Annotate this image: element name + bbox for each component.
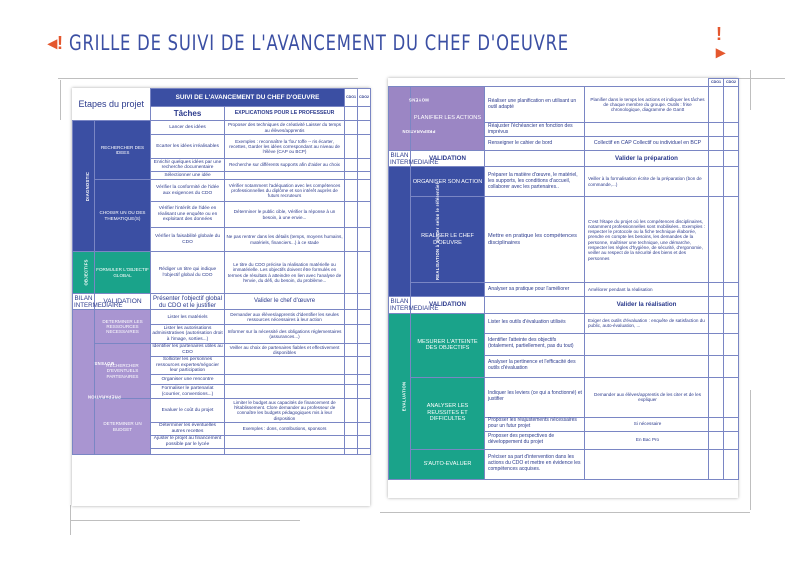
explication-cell: [225, 172, 345, 180]
explication-cell: [585, 333, 709, 355]
task-cell: Ecarter les idées irréalisables: [151, 135, 225, 159]
check-cell[interactable]: [358, 448, 371, 454]
check-cell[interactable]: [724, 151, 739, 167]
task-cell: Analyser la pertinence et l'efficacité des outils d'évaluation: [485, 355, 585, 377]
explication-cell: Exemples : dons, contributions, sponsors: [225, 422, 345, 435]
check-cell[interactable]: [358, 202, 371, 228]
check-cell[interactable]: [358, 294, 371, 310]
task-cell: Analyser sa pratique pour l'améliorer: [485, 283, 585, 297]
explication-cell: Veiller à la formalisation écrite de la préparation (bon de commande,...): [585, 167, 709, 197]
task-cell: Réaliser une planification en utilisant un outil adapté: [485, 87, 585, 123]
taches-header: Tâches: [151, 107, 225, 121]
task-cell: Rédiger un titre qui indique l'objectif global du CDO: [151, 252, 225, 294]
left-page: [72, 88, 370, 506]
task-cell: Vérifier l'intérêt de l'idée en réalisant une enquête ou en exploitant des données: [151, 202, 225, 228]
check-cell[interactable]: [345, 385, 358, 399]
decorative-line: [58, 78, 358, 79]
check-cell[interactable]: [345, 294, 358, 310]
check-cell[interactable]: [724, 417, 739, 431]
check-cell[interactable]: [345, 202, 358, 228]
check-cell[interactable]: [345, 121, 358, 135]
check-cell[interactable]: [724, 87, 739, 123]
section-determiner-budget: DETERMINER UN BUDGET: [95, 399, 151, 454]
check-cell[interactable]: [345, 228, 358, 252]
decorative-line: [380, 512, 750, 513]
section-determiner-ressources: DETERMINER LES RESSOURCES NECESSAIRES: [95, 310, 151, 344]
check-cell[interactable]: [709, 87, 724, 123]
valider-preparation: Valider la préparation: [585, 151, 709, 167]
check-cell[interactable]: [345, 172, 358, 180]
decorative-line: [750, 70, 751, 110]
explication-cell: Ne pas rentrer dans les détails (temps, moyens humains, matériels, financiers...) à ce stade: [225, 228, 345, 252]
task-cell: Lister les matériels: [151, 310, 225, 325]
section-realiser-empty: [411, 283, 485, 297]
section-formuler-objectif: FORMULER L'OBJECTIF GLOBAL: [95, 252, 151, 294]
explication-cell: [585, 449, 709, 479]
check-cell[interactable]: [345, 310, 358, 325]
task-cell: Identifier les partenaires utiles au CDO: [152, 344, 223, 355]
check-cell[interactable]: [709, 151, 724, 167]
check-cell[interactable]: [724, 123, 739, 137]
check-cell[interactable]: [709, 167, 724, 197]
section-planifier-actions: PLANIFIER LES ACTIONS: [411, 87, 485, 151]
header-spacer: [389, 79, 709, 87]
validation-label: VALIDATION: [95, 294, 151, 310]
explication-cell: En Bac Pro: [585, 431, 709, 449]
check-cell[interactable]: [709, 137, 724, 151]
check-cell[interactable]: [724, 431, 739, 449]
section-rechercher-partenaires: RECHERCHER D'EVENTUELS PARTENAIRES: [95, 343, 151, 399]
suivi-header: SUIVI DE L'AVANCEMENT DU CHEF D'OEUVRE: [151, 89, 345, 107]
decorative-line: [70, 520, 300, 521]
task-cell: Organiser une rencontre: [151, 375, 225, 385]
check-cell[interactable]: [358, 422, 371, 435]
section-auto-evaluer: S'AUTO-EVALUER: [411, 449, 485, 479]
task-cell: Préciser sa part d'intervention dans les actions du CDO et mettre en évidence les compétences acquises.: [485, 449, 585, 479]
check-cell[interactable]: [709, 313, 724, 333]
section-rechercher-idees: RECHERCHER DES IDEES: [95, 121, 151, 180]
check-cell[interactable]: [345, 356, 358, 375]
check-cell[interactable]: [345, 422, 358, 435]
task-cell: Préparer la matière d'œuvre, le matériel, les supports, les conditions d'accueil, collaborer avec les partenaires..: [485, 167, 585, 197]
check-cell[interactable]: [345, 375, 358, 385]
explication-cell: [225, 356, 345, 375]
check-cell[interactable]: [345, 343, 358, 356]
task-cell: Mettre en pratique les compétences disciplinaires: [485, 197, 585, 283]
task-cell: Formaliser le partenariat (courrier, conventions...): [151, 385, 225, 399]
task-cell: Indiquer les leviers (ce qui a fonctionné) et justifier: [485, 377, 585, 417]
explication-cell: Recherche sur différents supports afin d'aider au choix: [225, 159, 345, 172]
bilan-intermediaire: BILAN INTERMEDIAIRE: [74, 294, 123, 309]
check-cell[interactable]: [358, 159, 371, 172]
flag-icon: ◂!: [48, 33, 64, 53]
check-cell[interactable]: [358, 180, 371, 202]
check-cell[interactable]: [724, 197, 739, 283]
explication-cell: Exiger des outils d'évaluation : enquête de satisfaction du public, auto-évaluation, ...: [585, 313, 709, 333]
explication-cell: Demander aux élèves/apprentis d'identifier les seules ressources nécessaires à leur action: [225, 310, 345, 325]
filler-cell: [225, 448, 345, 454]
task-cell: Proposer des perspectives de développement du projet: [485, 431, 585, 449]
task-cell: Déterminer les éventuelles autres recettes: [151, 422, 225, 435]
phase-evaluation: EVALUATION: [389, 313, 411, 479]
explication-cell: Améliorer pendant la réalisation: [585, 283, 709, 297]
filler-cell: [151, 448, 225, 454]
task-cell: Lister les outils d'évaluation utilisés: [485, 313, 585, 333]
task-cell: Solliciter les personnes ressources expertes/négocier leur participation: [151, 356, 225, 375]
check-cell[interactable]: [358, 356, 371, 375]
check-cell[interactable]: [358, 228, 371, 252]
phase-diagnostic: DIAGNOSTIC: [73, 121, 95, 252]
check-cell[interactable]: [724, 377, 739, 417]
explication-cell: Collectif en CAP Collectif ou individuel en BCP: [585, 137, 709, 151]
empty-cell: [485, 297, 585, 313]
explication-cell: Veiller au choix de partenaires fiables et effectivement disponibles: [225, 343, 345, 356]
check-cell[interactable]: [358, 399, 371, 422]
explications-header: EXPLICATIONS POUR LE PROFESSEUR: [225, 107, 345, 121]
check-cell[interactable]: [724, 313, 739, 333]
left-table: [72, 88, 371, 455]
etapes-header: Etapes du projet: [78, 99, 145, 110]
check-cell[interactable]: [724, 297, 739, 313]
check-cell[interactable]: [358, 375, 371, 385]
check-cell[interactable]: [724, 167, 739, 197]
check-cell[interactable]: [345, 399, 358, 422]
explication-cell: [585, 123, 709, 137]
check-cell[interactable]: [345, 448, 358, 454]
check-cell[interactable]: [358, 121, 371, 135]
cdo2-header: CDO2: [358, 89, 371, 107]
validation-label: VALIDATION: [411, 297, 485, 313]
check-cell[interactable]: [345, 180, 358, 202]
task-cell: Proposer les réajustements nécessaires pour un futur projet: [485, 417, 585, 431]
check-cell[interactable]: [358, 135, 371, 159]
explication-cell: C'est l'étape du projet où les compétences disciplinaires, notamment professionnelles sont mobilisées.. Exemples : respecter le protocole ou la fiche technique élaborée, prendre en compte les besoins, les demandes de la personne, maîtriser une technique, une démarche, respecter les règles d'hygiène, de sécurité, d'ergonomie, veiller au respect de la sécurité des biens et des personnes: [585, 197, 709, 283]
task-cell: Vérifier la conformité de l'idée aux exigences du CDO: [151, 180, 225, 202]
cdo1-header: CDO1: [709, 79, 724, 87]
phase-preparation: PREPARATION MOYENS: [389, 87, 411, 151]
check-cell[interactable]: [358, 107, 371, 121]
check-cell[interactable]: [709, 431, 724, 449]
check-cell[interactable]: [358, 252, 371, 294]
task-cell: Renseigner le cahier de bord: [485, 137, 585, 151]
flag-icon: !▸: [715, 24, 725, 62]
check-cell[interactable]: [345, 159, 358, 172]
explication-cell: Déterminer le public cible, Vérifier la réponse à un besoin, à une envie...: [225, 202, 345, 228]
task-cell: Ajuster le projet au financement possible par le lycée: [151, 435, 225, 448]
explication-cell: Vérifier notamment l'adéquation avec les compétences professionnelles du diplôme et son intérêt auprès de futurs recruteurs: [225, 180, 345, 202]
section-organiser-action: ORGANISER SON ACTION: [411, 167, 485, 197]
section-analyser-reussites: ANALYSER LES REUSSITES ET DIFFICULTES: [411, 377, 485, 449]
explication-cell: Planifier dans le temps les actions et indiquer les tâches de chaque membre du groupe. Outils : frise chronologique, diagramme de Gantt: [585, 87, 709, 123]
check-cell[interactable]: [358, 343, 371, 356]
check-cell[interactable]: [345, 107, 358, 121]
task-cell: Réajuster l'échéancier en fonction des imprévus: [485, 123, 585, 137]
check-cell[interactable]: [709, 377, 724, 417]
check-cell[interactable]: [709, 197, 724, 283]
right-table: [388, 78, 739, 480]
check-cell[interactable]: [724, 449, 739, 479]
check-cell[interactable]: [724, 333, 739, 355]
bilan-intermediaire: BILAN INTERMEDIAIRE: [390, 151, 439, 166]
cdo1-header: CDO1: [345, 89, 358, 107]
phase-objectifs: OBJECTIFS: [73, 252, 95, 294]
explication-cell: [225, 375, 345, 385]
valider-realisation: Valider la réalisation: [585, 297, 709, 313]
check-cell[interactable]: [709, 449, 724, 479]
task-cell: Enrichir quelques idées par une recherche documentaire: [151, 159, 225, 172]
decorative-line: [60, 80, 61, 120]
validation-label: VALIDATION: [411, 151, 485, 167]
check-cell[interactable]: [709, 333, 724, 355]
section-realiser-chef-oeuvre: REALISER LE CHEF D'OEUVRE: [411, 197, 485, 283]
task-cell: Evaluer le coût du projet: [151, 399, 225, 422]
task-cell: Sélectionner une idée: [151, 172, 225, 180]
task-cell: Vérifier la faisabilité globale du CDO: [151, 228, 225, 252]
phase-preparation: PREPARATION MOYENS: [73, 310, 95, 454]
bilan-intermediaire: BILAN INTERMEDIAIRE: [390, 297, 439, 312]
check-cell[interactable]: [709, 355, 724, 377]
decorative-line: [750, 390, 751, 510]
section-choisir-thematique: CHOISIR UN OU DES THEMATIQUE(S): [95, 180, 151, 252]
explication-cell: Exemples : reconnaître la 'fou' toffe -- ris écarter, recettes, Garder les idées correspondant au niveau de l'élève (CAP ou BCP): [225, 135, 345, 159]
check-cell[interactable]: [358, 310, 371, 325]
check-cell[interactable]: [709, 283, 724, 297]
check-cell[interactable]: [709, 417, 724, 431]
cdo2-header: CDO2: [724, 79, 739, 87]
page-title-text: GRILLE DE SUIVI DE L'AVANCEMENT DU CHEF D'OEUVRE: [69, 31, 569, 55]
explication-cell: Le titre du CDO précise la réalisation matérielle ou immatérielle. Les objectifs doivent être formulés en termes de résultats à atteindre en lien avec l'analyse de l'envie, du défi, du besoin, du problème...: [225, 252, 345, 294]
valider-chef-oeuvre: Valider le chef d'œuvre: [225, 294, 345, 310]
explication-cell: Informer sur la nécessité des obligations réglementaires (assurances...): [225, 325, 345, 344]
check-cell[interactable]: [724, 283, 739, 297]
check-cell[interactable]: [724, 137, 739, 151]
check-cell[interactable]: [345, 135, 358, 159]
check-cell[interactable]: [709, 123, 724, 137]
check-cell[interactable]: [724, 355, 739, 377]
explication-cell: Si nécessaire: [585, 417, 709, 431]
task-cell: Identifier l'atteinte des objectifs (totalement, partiellement, pas du tout): [485, 333, 585, 355]
check-cell[interactable]: [358, 172, 371, 180]
empty-cell: [485, 151, 585, 167]
task-cell: Présenter l'objectif global du CDO et le justifier: [151, 294, 225, 310]
check-cell[interactable]: [358, 325, 371, 344]
check-cell[interactable]: [345, 325, 358, 344]
phase-realisation: REALISATION à ajuster selon le référentiel: [389, 167, 411, 297]
section-mesurer-objectifs: MESURER L'ATTEINTE DES OBJECTIFS: [411, 313, 485, 377]
explication-cell: [585, 355, 709, 377]
explication-cell: Limiter le budget aux capacités de financement de l'établissement. Clore demander au professeur de connaître les budgets pédagogiques mis à leur disposition: [225, 399, 345, 422]
explication-cell: [225, 435, 345, 448]
task-cell: Lancer des idées: [151, 121, 225, 135]
check-cell[interactable]: [358, 435, 371, 448]
explication-cell: Demander aux élèves/apprentis de les citer et de les expliquer: [585, 377, 709, 417]
check-cell[interactable]: [709, 297, 724, 313]
explication-cell: [225, 385, 345, 399]
check-cell[interactable]: [345, 435, 358, 448]
explication-cell: Proposer des techniques de créativité Laisser du temps au élèves/apprentis: [225, 121, 345, 135]
check-cell[interactable]: [358, 385, 371, 399]
page-title: [48, 24, 725, 62]
check-cell[interactable]: [345, 252, 358, 294]
right-page: [388, 78, 738, 498]
task-cell: Lister les autorisations administratives (autorisation droit à l'image, sorties...): [152, 325, 223, 342]
